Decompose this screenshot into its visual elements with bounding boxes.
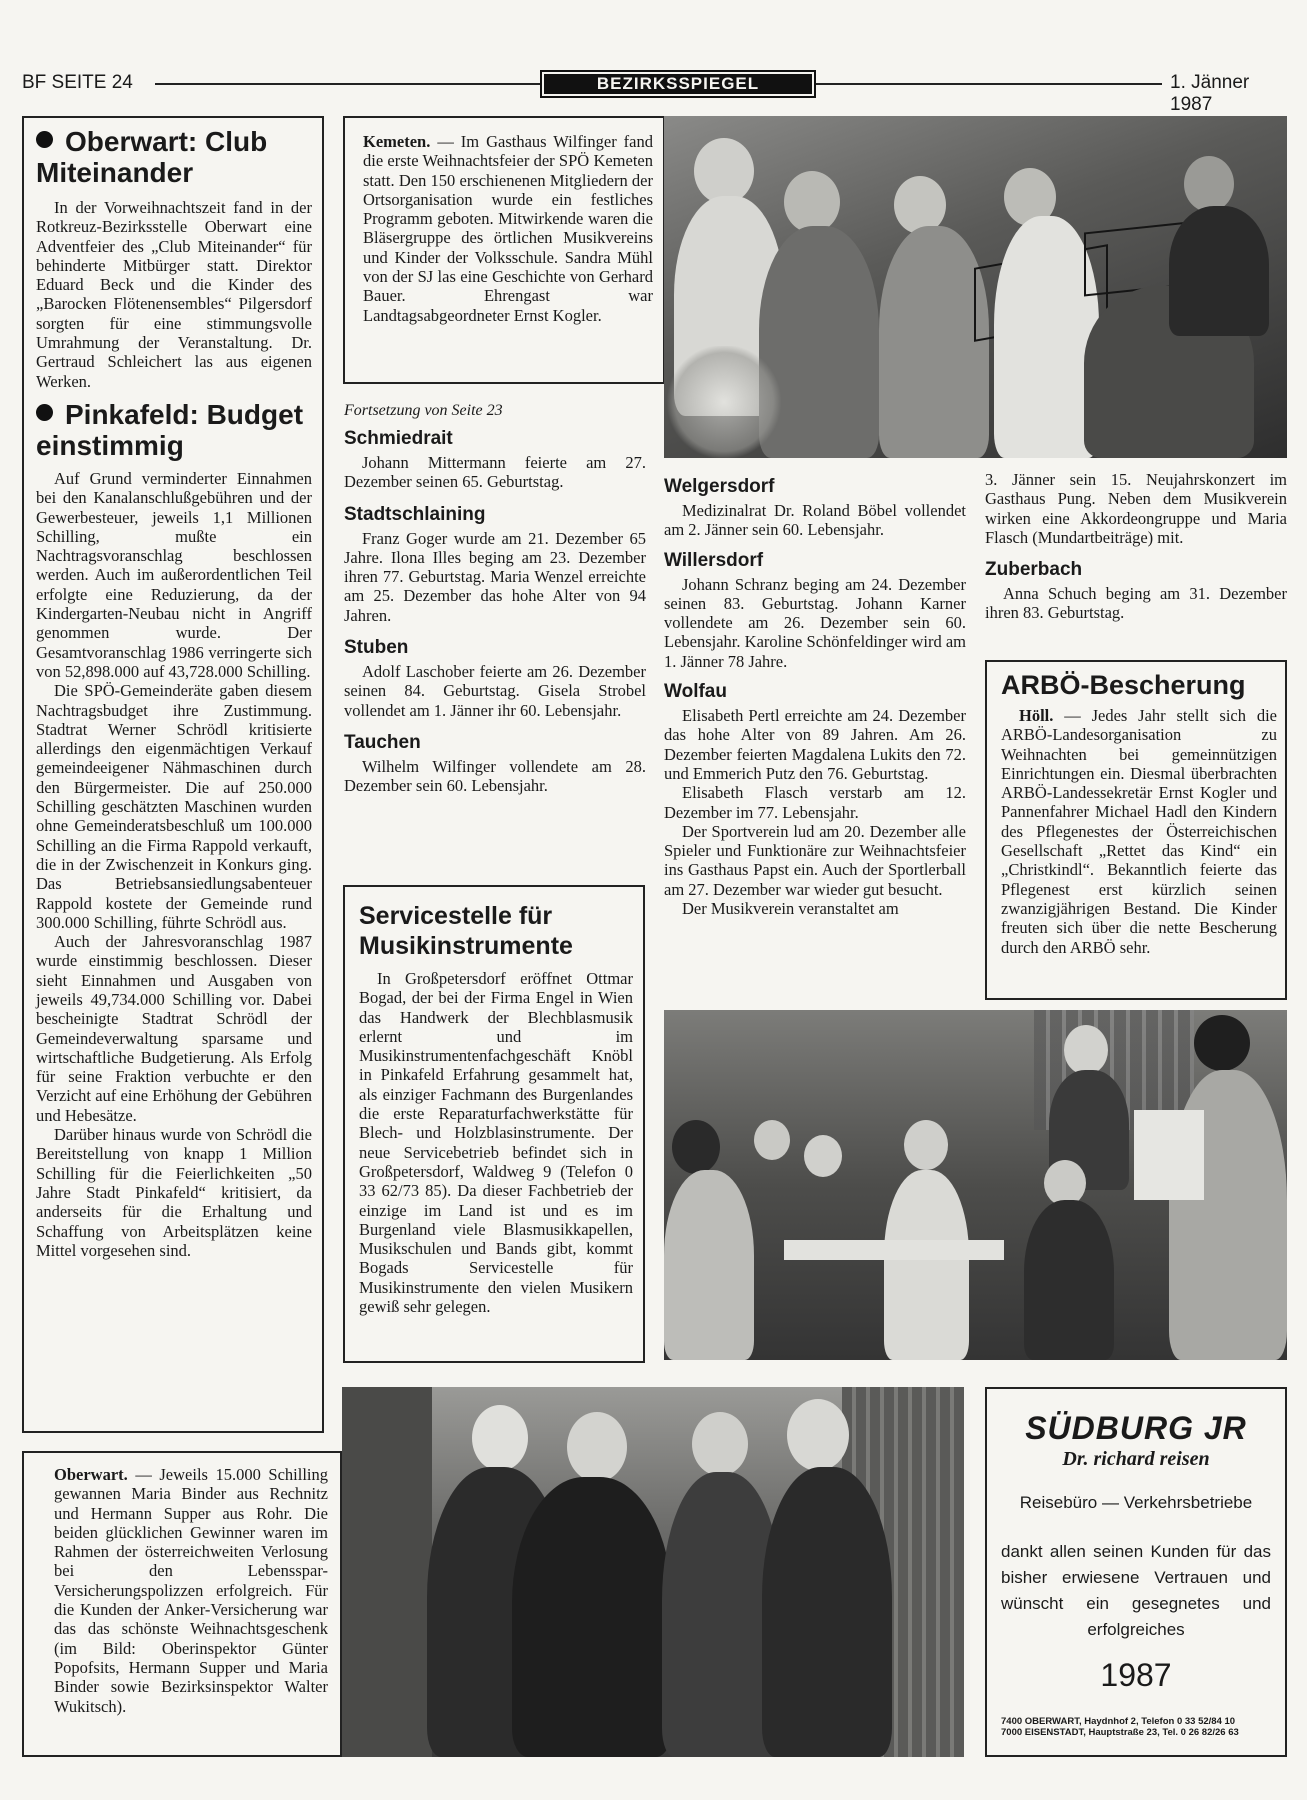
town-heading: Welgersdorf (664, 476, 775, 497)
town-entry: Stadtschlaining Franz Goger wurde am 21. Dezember 65 Jahre. Ilona Illes beging am 23. Dezember ihren 77. Geburtstag. Maria Wenzel erreichte am 25. Dezember das hohe Alter von 94 Jahren. (344, 503, 646, 625)
box-oberwart-pinkafeld (22, 116, 324, 1433)
town-entry: Welgersdorf Medizinalrat Dr. Roland Böbel vollendet am 2. Jänner sein 60. Lebensjahr. (664, 476, 966, 540)
town-heading: Schmiedrait (344, 428, 453, 449)
header-rule-right (816, 83, 1162, 85)
box-arboe (985, 660, 1287, 1000)
section-label-box (540, 70, 816, 98)
header-rule-left (155, 83, 540, 85)
town-entry: Schmiedrait Johann Mittermann feierte am 27. Dezember seinen 65. Geburtstag. (344, 428, 646, 492)
heading-oberwart-club: Oberwart: Club Miteinander (36, 126, 268, 188)
ad-year: 1987 (1100, 1657, 1172, 1693)
town-heading: Willersdorf (664, 549, 764, 571)
section-label: BEZIRKSSPIEGEL (596, 74, 760, 93)
column-towns-2 (344, 428, 646, 796)
zuberbach-text: Anna Schuch beging am 31. Dezember ihren 83. Geburtstag. (985, 584, 1287, 623)
heading-servicestelle: Servicestelle für Musikinstrumente (359, 902, 573, 960)
town-heading: Tauchen (344, 731, 421, 753)
box-servicestelle (343, 885, 645, 1363)
heading-pinkafeld: Pinkafeld: Budget einstimmig (36, 398, 304, 461)
town-entry: Wolfau Elisabeth Pertl erreichte am 24. Dezember das hohe Alter von 89 Jahren. Am 26. Dezember feierten Magdalena Lukits den 72. und Emmerich Putz den 76. Geburtstag. Elisabeth Flasch verstarb am 12. Dezember im 77. Lebensjahr. Der Sportverein lud am 20. Dezember alle Spieler und Funktionäre zur Weihnachtsfeier ins Gasthaus Papst ein. Auch der Sportlerball am 27. Dezember war wieder gut besucht. Der Musikverein veranstaltet am (664, 681, 966, 919)
wolfau-continued: 3. Jänner sein 15. Neujahrskonzert im Gasthaus Pung. Neben dem Musikverein wirken eine Akkordeongruppe und Maria Flasch (Mundartbeiträge) mit. (985, 470, 1287, 547)
box-kemeten (343, 116, 665, 384)
ad-suedburg (985, 1387, 1287, 1757)
town-entry: Stuben Adolf Laschober feierte am 26. Dezember seinen 84. Geburtstag. Gisela Strobel vollendet am 1. Jänner ihr 60. Lebensjahr. (344, 637, 646, 720)
article-arboe: Höll. — Jedes Jahr stellt sich die ARBÖ-Landesorganisation zu Weihnachten bei gemeinnützigen Einrichtungen ein. Diesmal überbrachten ARBÖ-Landessekretär Ernst Kogler und Pannenfahrer Michael Hadl den Kindern des Pflegenestes der Österreichischen Gesellschaft „Rettet das Kind“ ein „Christkindl“. Bekanntlich feierte das Pflegenest erst kürzlich seinen zwanzigjährigen Bestand. Die Kinder freuten sich über die nette Bescherung durch den ARBÖ sehr. (1001, 706, 1277, 957)
ad-text: dankt allen seinen Kunden für das bisher erwiesene Vertrauen und wünscht ein gesegnetes und erfolgreiches (1001, 1542, 1271, 1639)
town-heading: Stuben (344, 637, 409, 659)
continued-label: Fortsetzung von Seite 23 (344, 402, 503, 419)
heading-arboe: ARBÖ-Bescherung (1001, 670, 1246, 700)
ad-logo: SÜDBURG JR (1025, 1410, 1247, 1446)
article-kemeten: Kemeten. — Im Gasthaus Wilfinger fand die erste Weihnachtsfeier der SPÖ Kemeten statt. Den 150 erschienenen Mitgliedern der Ortsorganisation wurde ein festliches Programm geboten. Mitwirkende waren die Bläsergruppe des örtlichen Musikvereins und Kinder der Volksschule. Sandra Mühl von der SJ las eine Geschichte von Gerhard Bauer. Ehrengast war Landtagsabgeordneter Ernst Kogler. (363, 132, 653, 325)
town-heading: Wolfau (664, 681, 727, 703)
town-entry: Tauchen Wilhelm Wilfinger vollendete am 28. Dezember sein 60. Lebensjahr. (344, 731, 646, 796)
photo-insurance-winners (342, 1387, 964, 1757)
page-number: BF SEITE 24 (22, 72, 133, 93)
column-towns-3 (664, 476, 966, 918)
bullet-icon (36, 131, 53, 148)
ad-line1: Reisebüro — Verkehrsbetriebe (1019, 1493, 1253, 1512)
page-date: 1. Jänner 1987 (1170, 72, 1250, 115)
article-oberwart-winners: Oberwart. — Jeweils 15.000 Schilling gewannen Maria Binder aus Rechnitz und Hermann Supper aus Rohr. Die beiden glücklichen Gewinner waren im Rahmen der österreichweiten Verlosung bei den Lebensspar-Versicherungspolizzen erfolgreich. Für die Kunden der Anker-Versicherung war das das schönste Weihnachtsgeschenk (im Bild: Oberinspektor Günter Popofsits, Hermann Supper und Maria Binder sowie Bezirksinspektor Walter Wukitsch). (54, 1465, 328, 1716)
town-heading: Zuberbach (985, 559, 1083, 581)
photo-arboe-children (664, 1010, 1287, 1360)
ad-address-1: 7400 OBERWART, Haydnhof 2, Telefon 0 33 52/84 10 (1001, 1716, 1236, 1727)
article-pinkafeld: Auf Grund verminderter Einnahmen bei den Kanalanschlußgebühren und der Gewerbesteuer, jeweils 1,1 Millionen Schilling, mußte ein Nachtragsvoranschlag beschlossen werden. Auch im außerordentlichen Teil erfolgte eine Reduzierung, da der Kindergarten-Neubau nicht in Angriff genommen wurde. Der Gesamtvoranschlag 1986 verringerte sich von 52,898.000 auf 43,728.000 Schilling. Die SPÖ-Gemeinderäte gaben diesem Nachtragsbudget ihre Zustimmung. Stadtrat Werner Schrödl kritisierte allerdings den eigenmächtigen Verkauf gemeindeeigener Nähmaschinen durch den Bürgermeister. Die auf 250.000 Schilling geschätzten Maschinen wurden ohne Gemeinderatsbeschluß um 100.000 Schilling an die Firma Rappold verkauft, die in der Zwischenzeit in Konkurs ging. Das Betriebsansiedlungsabenteuer Rappold kostete der Gemeinde rund 300.000 Schilling, führte Schrödl aus. Auch der Jahresvoranschlag 1987 wurde einstimmig beschlossen. Dieser sieht Einnahmen und Ausgaben von jeweils 49,734.000 Schilling vor. Dabei bescheinigte Stadtrat Schrödl der Gemeindeverwaltung sparsame und wirtschaftliche Budgetierung. Als Erfolg für seine Fraktion verbuchte er den Verzicht auf eine Erhöhung der Gebühren und Hebesätze. Darüber hinaus wurde von Schrödl die Bereitstellung von knapp 1 Million Schilling für die Feierlichkeiten „50 Jahre Stadt Pinkafeld“ kritisiert, da anderseits für die Erhaltung und Schaffung von Arbeitsplätzen keine Mittel vorgesehen sind. (36, 468, 312, 1260)
page-header (22, 70, 1287, 115)
ad-sublogo: Dr. richard reisen (1062, 1448, 1210, 1470)
town-entry: Willersdorf Johann Schranz beging am 24. Dezember seinen 83. Geburtstag. Johann Karner vollendete am 26. Dezember sein 60. Lebensjahr. Karoline Schönfeldinger wird am 1. Jänner 78 Jahre. (664, 549, 966, 671)
article-servicestelle: In Großpetersdorf eröffnet Ottmar Bogad, der bei der Firma Engel in Wien das Handwerk der Blechblasmusik erlernt und im Musikinstrumentenfachgeschäft Knöbl in Pinkafeld Erfahrung gesammelt hat, als einziger Fachmann des Burgenlandes die erste Reparaturfachwerkstätte für Blech- und Holzblasinstrumente. Der neue Servicebetrieb befindet sich in Großpetersdorf, Waldweg 9 (Telefon 0 33 62/73 85). Da dieser Fachbetrieb der einzige im Land ist und es im Burgenland viele Blasmusikkapellen, Musikschulen und Bands gibt, kommt Bogads Servicestelle für Musikinstrumente den vielen Musikern gewiß sehr gelegen. (359, 969, 633, 1317)
column-4-text (985, 470, 1287, 623)
bullet-icon (36, 404, 53, 421)
photo-music-ensemble (664, 116, 1287, 458)
box-oberwart-winners (22, 1451, 342, 1757)
article-oberwart-club: In der Vorweihnachtszeit fand in der Rotkreuz-Bezirksstelle Oberwart eine Adventfeier des „Club Miteinander“ für behinderte Mitbürger statt. Direktor Eduard Beck und die Kinder des „Barocken Flötenensembles“ Pilgersdorf sorgten für eine stimmungsvolle Umrahmung der Veranstaltung. Dr. Gertraud Schleichert las aus eigenen Werken. (36, 198, 312, 391)
ad-address-2: 7000 EISENSTADT, Hauptstraße 23, Tel. 0 26 82/26 63 (1001, 1727, 1239, 1738)
town-heading: Stadtschlaining (344, 503, 486, 525)
